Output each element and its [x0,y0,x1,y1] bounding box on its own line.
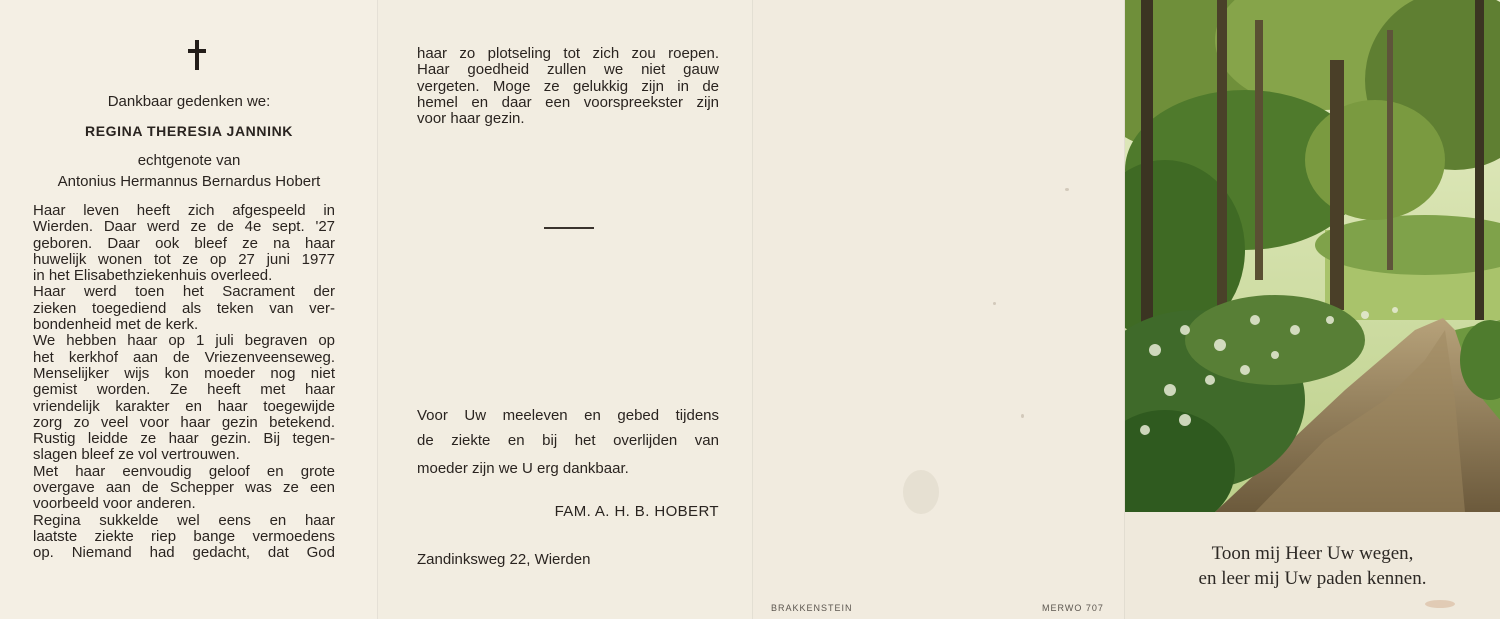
right-page [378,0,753,619]
cross-icon [187,40,207,74]
text-line: huwelijk wonen tot ze op 27 juni 1977 [33,250,335,268]
spouse-label: echtgenote van [137,152,241,169]
text-line: Rustig leidde ze haar gezin. Bij tegen- [33,430,335,448]
text-line: voor haar gezin. [417,110,525,128]
back-page [753,0,1125,619]
printer-name: BRAKKENSTEIN [771,603,853,613]
text-line: Haar leven heeft zich afgespeeld in [33,202,335,219]
text-line: slagen bleef ze vol vertrouwen. [33,446,240,464]
text-line: het kerkhof aan de Vriezenveenseweg. [33,348,335,366]
verse-line: en leer mij Uw paden kennen. [1198,568,1427,589]
left-page [0,0,378,619]
story-continuation [417,46,719,127]
text-line: in het Elisabethziekenhuis overleed. [33,267,273,285]
text-line: Regina sukkelde wel eens en haar [33,511,335,529]
text-line: overgave aan de Schepper was ze een [33,479,335,497]
spouse-name: Antonius Hermannus Bernardus Hobert [57,173,321,190]
deceased-name: REGINA THERESIA JANNINK [84,123,293,139]
card-code: MERWO 707 [1042,603,1104,613]
text-line: hemel en daar een voorspreekster zijn [417,93,719,111]
thanks-line: Voor Uw meeleven en gebed tijdens [417,407,719,424]
text-line: Haar werd toen het Sacrament der [33,283,335,301]
text-line: bondenheid met de kerk. [33,316,199,334]
text-line: vergeten. Moge ze gelukkig zijn in de [417,77,719,95]
text-line: op. Niemand had gedacht, dat God [33,544,335,562]
text-line: Menselijker wijs kon moeder nog niet [33,364,335,382]
life-story [33,203,335,562]
text-line: vriendelijk karakter en haar toegewijde [33,397,335,415]
family-address: Zandinksweg 22, Wierden [417,551,591,568]
forest-path-photo [1125,0,1500,512]
text-line: laatste ziekte riep bange vermoedens [33,527,335,545]
cover-page [1125,0,1500,619]
family-signature: FAM. A. H. B. HOBERT [554,503,719,520]
text-line: Haar goedheid zullen we niet gauw [417,61,719,79]
text-line: Met haar eenvoudig geloof en grote [33,462,335,480]
text-line: We hebben haar op 1 juli begraven op [33,332,335,350]
text-line: gemist worden. Ze heeft met haar [33,381,335,399]
intro-text: Dankbaar gedenken we: [107,93,271,110]
text-line: zorg zo veel voor haar gezin betekend. [33,413,335,431]
text-line: geboren. Daar ook bleef ze na haar [33,234,335,252]
thanks-line: de ziekte en bij het overlijden van [417,432,719,449]
text-line: haar zo plotseling tot zich zou roepen. [417,45,719,62]
verse-line: Toon mij Heer Uw wegen, [1211,543,1414,564]
thanks-line: moeder zijn we U erg dankbaar. [417,460,629,477]
text-line: zieken toegediend als teken van ver- [33,299,335,317]
separator-dash [544,227,594,229]
text-line: Wierden. Daar werd ze de 4e sept. '27 [33,218,335,236]
text-line: voorbeeld voor anderen. [33,495,196,513]
